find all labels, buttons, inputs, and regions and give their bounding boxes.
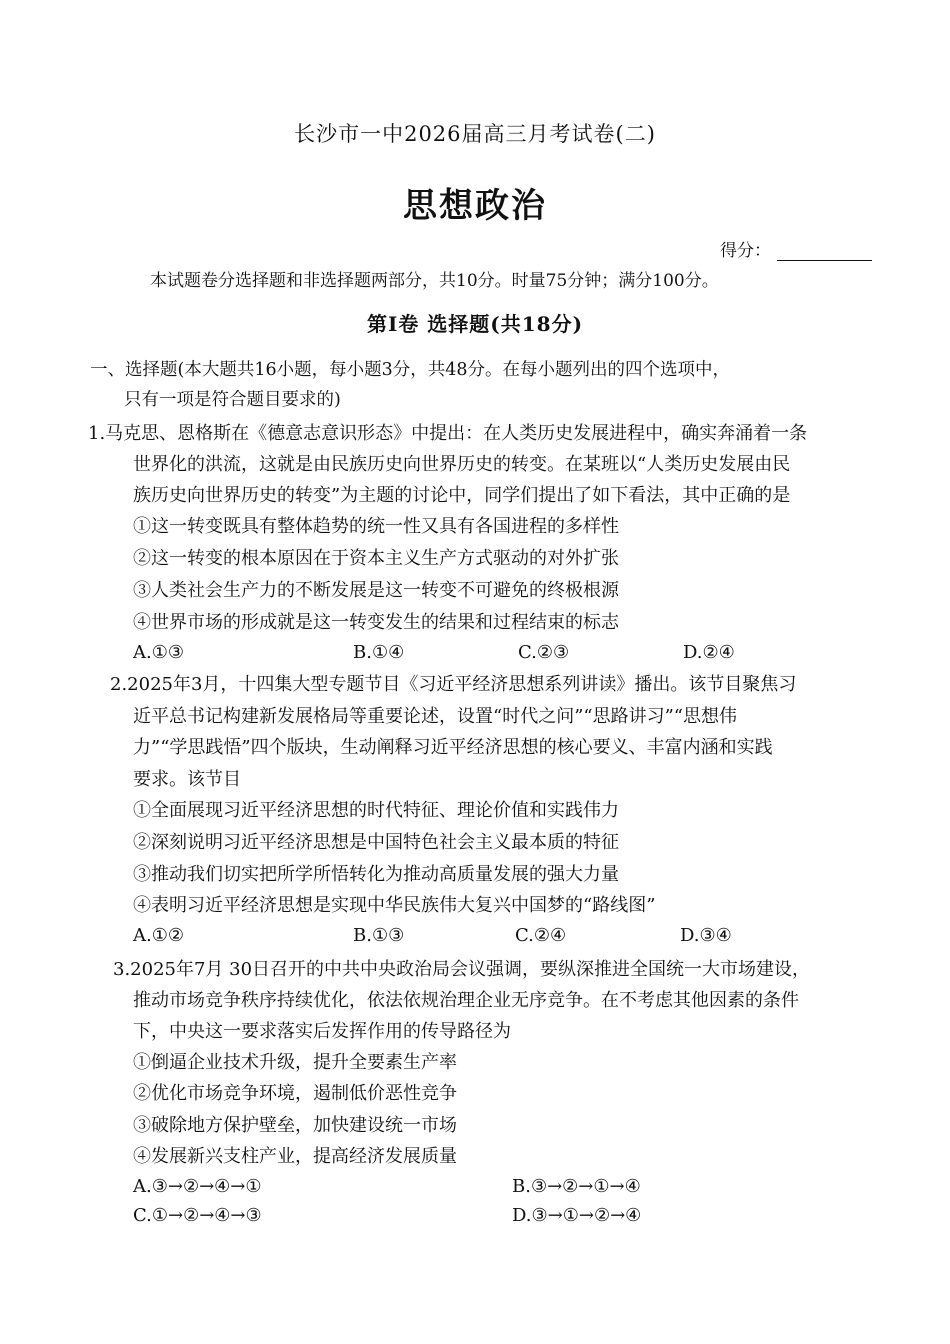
q2-stem-line-3: 力”“学思践悟”四个版块，生动阐释习近平经济思想的核心要义、丰富内涵和实践: [133, 737, 773, 758]
q1-answer-b: B.①④: [353, 642, 405, 663]
q1-option-2: ②这一转变的根本原因在于资本主义生产方式驱动的对外扩张: [133, 548, 619, 569]
q1-answer-c: C.②③: [518, 642, 570, 663]
q1-option-3: ③人类社会生产力的不断发展是这一转变不可避免的终极根源: [133, 580, 619, 601]
q2-answer-d: D.③④: [680, 925, 732, 946]
q3-option-3: ③破除地方保护壁垒，加快建设统一市场: [133, 1115, 457, 1136]
q1-stem-line-2: 世界化的洪流，这就是由民族历史向世界历史的转变。在某班以“人类历史发展由民: [133, 454, 791, 475]
q1-stem-line-1: 1.马克思、恩格斯在《德意志意识形态》中提出：在人类历史发展进程中，确实奔涌着一条: [88, 423, 808, 444]
part-one-instruction: 一、选择题(本大题共16小题，每小题3分，共48分。在每小题列出的四个选项中，: [90, 360, 730, 380]
q3-stem-line-2: 推动市场竞争秩序持续优化，依法依规治理企业无序竞争。在不考虑其他因素的条件: [133, 990, 799, 1011]
q1-option-1: ①这一转变既具有整体趋势的统一性又具有各国进程的多样性: [133, 516, 619, 537]
subject-title: 思想政治: [403, 186, 547, 226]
q2-option-2: ②深刻说明习近平经济思想是中国特色社会主义最本质的特征: [133, 832, 619, 853]
q3-option-4: ④发展新兴支柱产业，提高经济发展质量: [133, 1146, 457, 1167]
q2-stem-line-4: 要求。该节目: [133, 769, 241, 790]
q1-answer-d: D.②④: [683, 642, 735, 663]
part-one-instruction-cont: 只有一项是符合题目要求的): [124, 390, 341, 410]
q3-option-1: ①倒逼企业技术升级，提升全要素生产率: [133, 1052, 457, 1073]
q2-option-4: ④表明习近平经济思想是实现中华民族伟大复兴中国梦的“路线图”: [133, 895, 656, 916]
q3-stem-line-3: 下，中央这一要求落实后发挥作用的传导路径为: [133, 1021, 511, 1042]
q3-stem-line-1: 3.2025年7月 30日召开的中共中央政治局会议强调，要纵深推进全国统一大市场建设，: [113, 959, 811, 980]
q2-answer-a: A.①②: [133, 925, 184, 946]
q3-answer-c: C.①→②→④→③: [133, 1205, 262, 1226]
q2-option-3: ③推动我们切实把所学所悟转化为推动高质量发展的强大力量: [133, 864, 619, 885]
score-blank: [777, 242, 872, 261]
exam-title: 长沙市一中2026届高三月考试卷(二): [294, 122, 656, 146]
q2-option-1: ①全面展现习近平经济思想的时代特征、理论价值和实践伟力: [133, 800, 619, 821]
q1-option-4: ④世界市场的形成就是这一转变发生的结果和过程结束的标志: [133, 612, 619, 633]
q3-option-2: ②优化市场竞争环境，遏制低价恶性竞争: [133, 1083, 457, 1104]
score-field: [720, 236, 872, 261]
score-label: 得分：: [720, 241, 771, 261]
q2-stem-line-1: 2.2025年3月，十四集大型专题节目《习近平经济思想系列讲读》播出。该节目聚焦习: [110, 674, 797, 695]
exam-intro: 本试题卷分选择题和非选择题两部分，共10分。时量75分钟；满分100分。: [150, 271, 719, 291]
q3-answer-b: B.③→②→①→④: [512, 1176, 641, 1197]
section-title: 第Ⅰ卷 选择题(共18分): [366, 312, 584, 336]
q2-answer-b: B.①③: [353, 925, 405, 946]
q3-answer-d: D.③→①→②→④: [512, 1205, 642, 1226]
q1-answer-a: A.①③: [133, 642, 184, 663]
q3-answer-a: A.③→②→④→①: [133, 1176, 262, 1197]
q2-answer-c: C.②④: [515, 925, 567, 946]
q2-stem-line-2: 近平总书记构建新发展格局等重要论述，设置“时代之问”“思路讲习”“思想伟: [133, 706, 738, 727]
q1-stem-line-3: 族历史向世界历史的转变”为主题的讨论中，同学们提出了如下看法，其中正确的是: [133, 485, 791, 506]
